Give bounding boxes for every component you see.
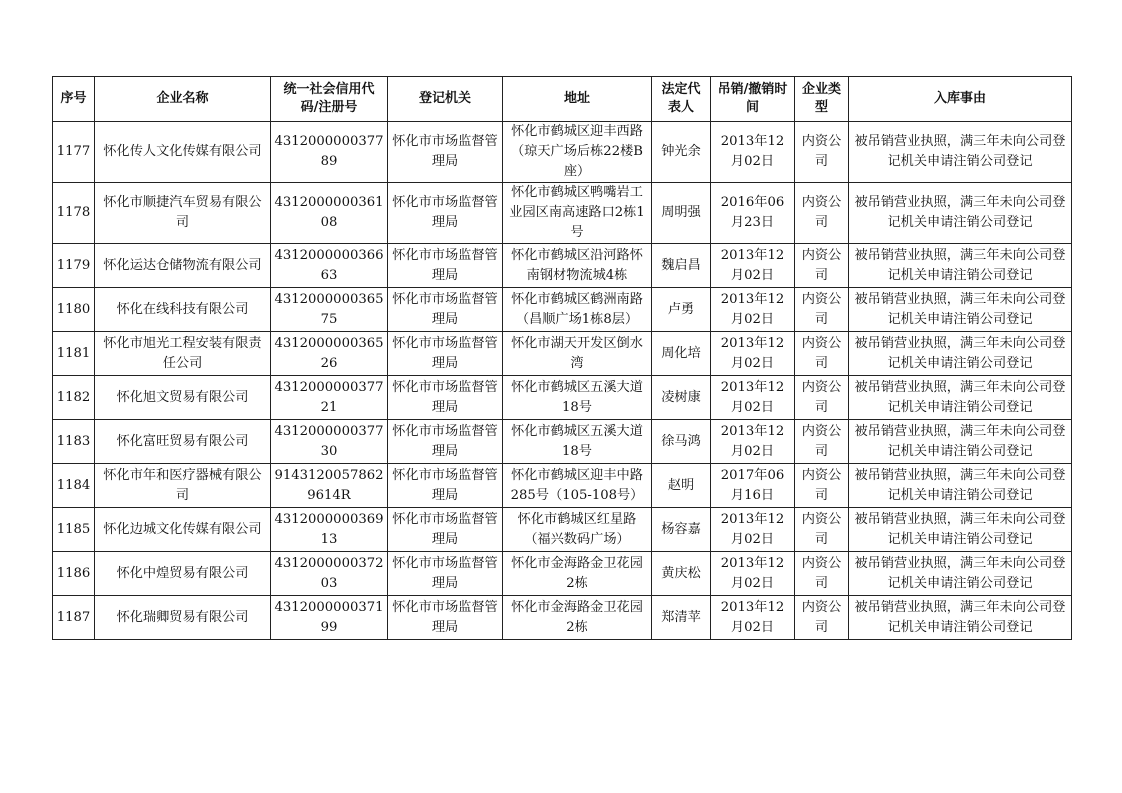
company-name-cell: 怀化运达仓储物流有限公司 — [95, 244, 271, 288]
authority-cell: 怀化市市场监督管理局 — [388, 183, 503, 244]
credit-code-cell: 431200000036108 — [271, 183, 388, 244]
credit-code-cell: 431200000037789 — [271, 122, 388, 183]
address-cell: 怀化市鹤城区鹤洲南路（昌顺广场1栋8层） — [503, 288, 652, 332]
serial-cell: 1187 — [53, 596, 95, 640]
serial-cell: 1183 — [53, 420, 95, 464]
company-name-cell: 怀化传人文化传媒有限公司 — [95, 122, 271, 183]
company-name-cell: 怀化中煌贸易有限公司 — [95, 552, 271, 596]
credit-code-cell: 431200000037730 — [271, 420, 388, 464]
header-reason: 入库事由 — [849, 77, 1072, 122]
company-name-cell: 怀化边城文化传媒有限公司 — [95, 508, 271, 552]
date-cell: 2013年12月02日 — [711, 122, 795, 183]
header-serial: 序号 — [53, 77, 95, 122]
legal-rep-cell: 钟光余 — [652, 122, 711, 183]
credit-code-cell: 431200000036663 — [271, 244, 388, 288]
table-row — [53, 552, 1072, 596]
serial-cell: 1186 — [53, 552, 95, 596]
date-cell: 2013年12月02日 — [711, 508, 795, 552]
table-row — [53, 596, 1072, 640]
address-cell: 怀化市湖天开发区倒水湾 — [503, 332, 652, 376]
table-row — [53, 244, 1072, 288]
table-row — [53, 464, 1072, 508]
reason-cell: 被吊销营业执照，满三年未向公司登记机关申请注销公司登记 — [849, 244, 1072, 288]
credit-code-cell: 431200000036575 — [271, 288, 388, 332]
authority-cell: 怀化市市场监督管理局 — [388, 244, 503, 288]
header-registration-authority: 登记机关 — [388, 77, 503, 122]
serial-cell: 1185 — [53, 508, 95, 552]
serial-cell: 1181 — [53, 332, 95, 376]
header-legal-representative: 法定代表人 — [652, 77, 711, 122]
type-cell: 内资公司 — [795, 420, 849, 464]
company-name-cell: 怀化在线科技有限公司 — [95, 288, 271, 332]
reason-cell: 被吊销营业执照，满三年未向公司登记机关申请注销公司登记 — [849, 288, 1072, 332]
table-row — [53, 376, 1072, 420]
type-cell: 内资公司 — [795, 552, 849, 596]
legal-rep-cell: 郑清苹 — [652, 596, 711, 640]
legal-rep-cell: 黄庆松 — [652, 552, 711, 596]
address-cell: 怀化市鹤城区迎丰中路285号（105-108号） — [503, 464, 652, 508]
document-page — [52, 76, 1071, 640]
serial-cell: 1177 — [53, 122, 95, 183]
serial-cell: 1180 — [53, 288, 95, 332]
type-cell: 内资公司 — [795, 288, 849, 332]
company-name-cell: 怀化富旺贸易有限公司 — [95, 420, 271, 464]
legal-rep-cell: 周明强 — [652, 183, 711, 244]
address-cell: 怀化市鹤城区五溪大道18号 — [503, 420, 652, 464]
date-cell: 2013年12月02日 — [711, 596, 795, 640]
legal-rep-cell: 周化培 — [652, 332, 711, 376]
reason-cell: 被吊销营业执照，满三年未向公司登记机关申请注销公司登记 — [849, 596, 1072, 640]
legal-rep-cell: 赵明 — [652, 464, 711, 508]
address-cell: 怀化市鹤城区沿河路怀南钢材物流城4栋 — [503, 244, 652, 288]
credit-code-cell: 431200000037721 — [271, 376, 388, 420]
serial-cell: 1178 — [53, 183, 95, 244]
authority-cell: 怀化市市场监督管理局 — [388, 508, 503, 552]
legal-rep-cell: 徐马鸿 — [652, 420, 711, 464]
table-header-row — [53, 77, 1072, 122]
address-cell: 怀化市鹤城区红星路（福兴数码广场） — [503, 508, 652, 552]
date-cell: 2017年06月16日 — [711, 464, 795, 508]
type-cell: 内资公司 — [795, 596, 849, 640]
reason-cell: 被吊销营业执照，满三年未向公司登记机关申请注销公司登记 — [849, 332, 1072, 376]
table-row — [53, 183, 1072, 244]
address-cell: 怀化市鹤城区鸭嘴岩工业园区南高速路口2栋1号 — [503, 183, 652, 244]
header-address: 地址 — [503, 77, 652, 122]
table-row — [53, 508, 1072, 552]
header-company-name: 企业名称 — [95, 77, 271, 122]
company-name-cell: 怀化旭文贸易有限公司 — [95, 376, 271, 420]
type-cell: 内资公司 — [795, 464, 849, 508]
authority-cell: 怀化市市场监督管理局 — [388, 332, 503, 376]
serial-cell: 1184 — [53, 464, 95, 508]
company-name-cell: 怀化瑞卿贸易有限公司 — [95, 596, 271, 640]
authority-cell: 怀化市市场监督管理局 — [388, 122, 503, 183]
type-cell: 内资公司 — [795, 183, 849, 244]
date-cell: 2013年12月02日 — [711, 552, 795, 596]
date-cell: 2013年12月02日 — [711, 376, 795, 420]
table-row — [53, 332, 1072, 376]
reason-cell: 被吊销营业执照，满三年未向公司登记机关申请注销公司登记 — [849, 552, 1072, 596]
authority-cell: 怀化市市场监督管理局 — [388, 376, 503, 420]
table-row — [53, 420, 1072, 464]
address-cell: 怀化市金海路金卫花园2栋 — [503, 552, 652, 596]
authority-cell: 怀化市市场监督管理局 — [388, 420, 503, 464]
reason-cell: 被吊销营业执照，满三年未向公司登记机关申请注销公司登记 — [849, 122, 1072, 183]
header-credit-code: 统一社会信用代码/注册号 — [271, 77, 388, 122]
reason-cell: 被吊销营业执照，满三年未向公司登记机关申请注销公司登记 — [849, 183, 1072, 244]
authority-cell: 怀化市市场监督管理局 — [388, 464, 503, 508]
company-name-cell: 怀化市顺捷汽车贸易有限公司 — [95, 183, 271, 244]
credit-code-cell: 431200000036913 — [271, 508, 388, 552]
deregistration-table — [52, 76, 1072, 640]
reason-cell: 被吊销营业执照，满三年未向公司登记机关申请注销公司登记 — [849, 376, 1072, 420]
date-cell: 2013年12月02日 — [711, 244, 795, 288]
authority-cell: 怀化市市场监督管理局 — [388, 596, 503, 640]
legal-rep-cell: 卢勇 — [652, 288, 711, 332]
address-cell: 怀化市金海路金卫花园2栋 — [503, 596, 652, 640]
date-cell: 2013年12月02日 — [711, 420, 795, 464]
credit-code-cell: 431200000037203 — [271, 552, 388, 596]
company-name-cell: 怀化市旭光工程安装有限责任公司 — [95, 332, 271, 376]
reason-cell: 被吊销营业执照，满三年未向公司登记机关申请注销公司登记 — [849, 464, 1072, 508]
table-row — [53, 122, 1072, 183]
authority-cell: 怀化市市场监督管理局 — [388, 288, 503, 332]
legal-rep-cell: 魏启昌 — [652, 244, 711, 288]
authority-cell: 怀化市市场监督管理局 — [388, 552, 503, 596]
credit-code-cell: 431200000037199 — [271, 596, 388, 640]
address-cell: 怀化市鹤城区迎丰西路（琼天广场后栋22楼B座） — [503, 122, 652, 183]
header-company-type: 企业类型 — [795, 77, 849, 122]
date-cell: 2013年12月02日 — [711, 332, 795, 376]
serial-cell: 1182 — [53, 376, 95, 420]
legal-rep-cell: 凌树康 — [652, 376, 711, 420]
type-cell: 内资公司 — [795, 332, 849, 376]
table-row — [53, 288, 1072, 332]
type-cell: 内资公司 — [795, 376, 849, 420]
reason-cell: 被吊销营业执照，满三年未向公司登记机关申请注销公司登记 — [849, 508, 1072, 552]
type-cell: 内资公司 — [795, 508, 849, 552]
company-name-cell: 怀化市年和医疗器械有限公司 — [95, 464, 271, 508]
header-revocation-date: 吊销/撤销时间 — [711, 77, 795, 122]
legal-rep-cell: 杨容嘉 — [652, 508, 711, 552]
date-cell: 2016年06月23日 — [711, 183, 795, 244]
serial-cell: 1179 — [53, 244, 95, 288]
address-cell: 怀化市鹤城区五溪大道18号 — [503, 376, 652, 420]
credit-code-cell: 431200000036526 — [271, 332, 388, 376]
date-cell: 2013年12月02日 — [711, 288, 795, 332]
type-cell: 内资公司 — [795, 122, 849, 183]
credit-code-cell: 91431200578629614R — [271, 464, 388, 508]
type-cell: 内资公司 — [795, 244, 849, 288]
reason-cell: 被吊销营业执照，满三年未向公司登记机关申请注销公司登记 — [849, 420, 1072, 464]
